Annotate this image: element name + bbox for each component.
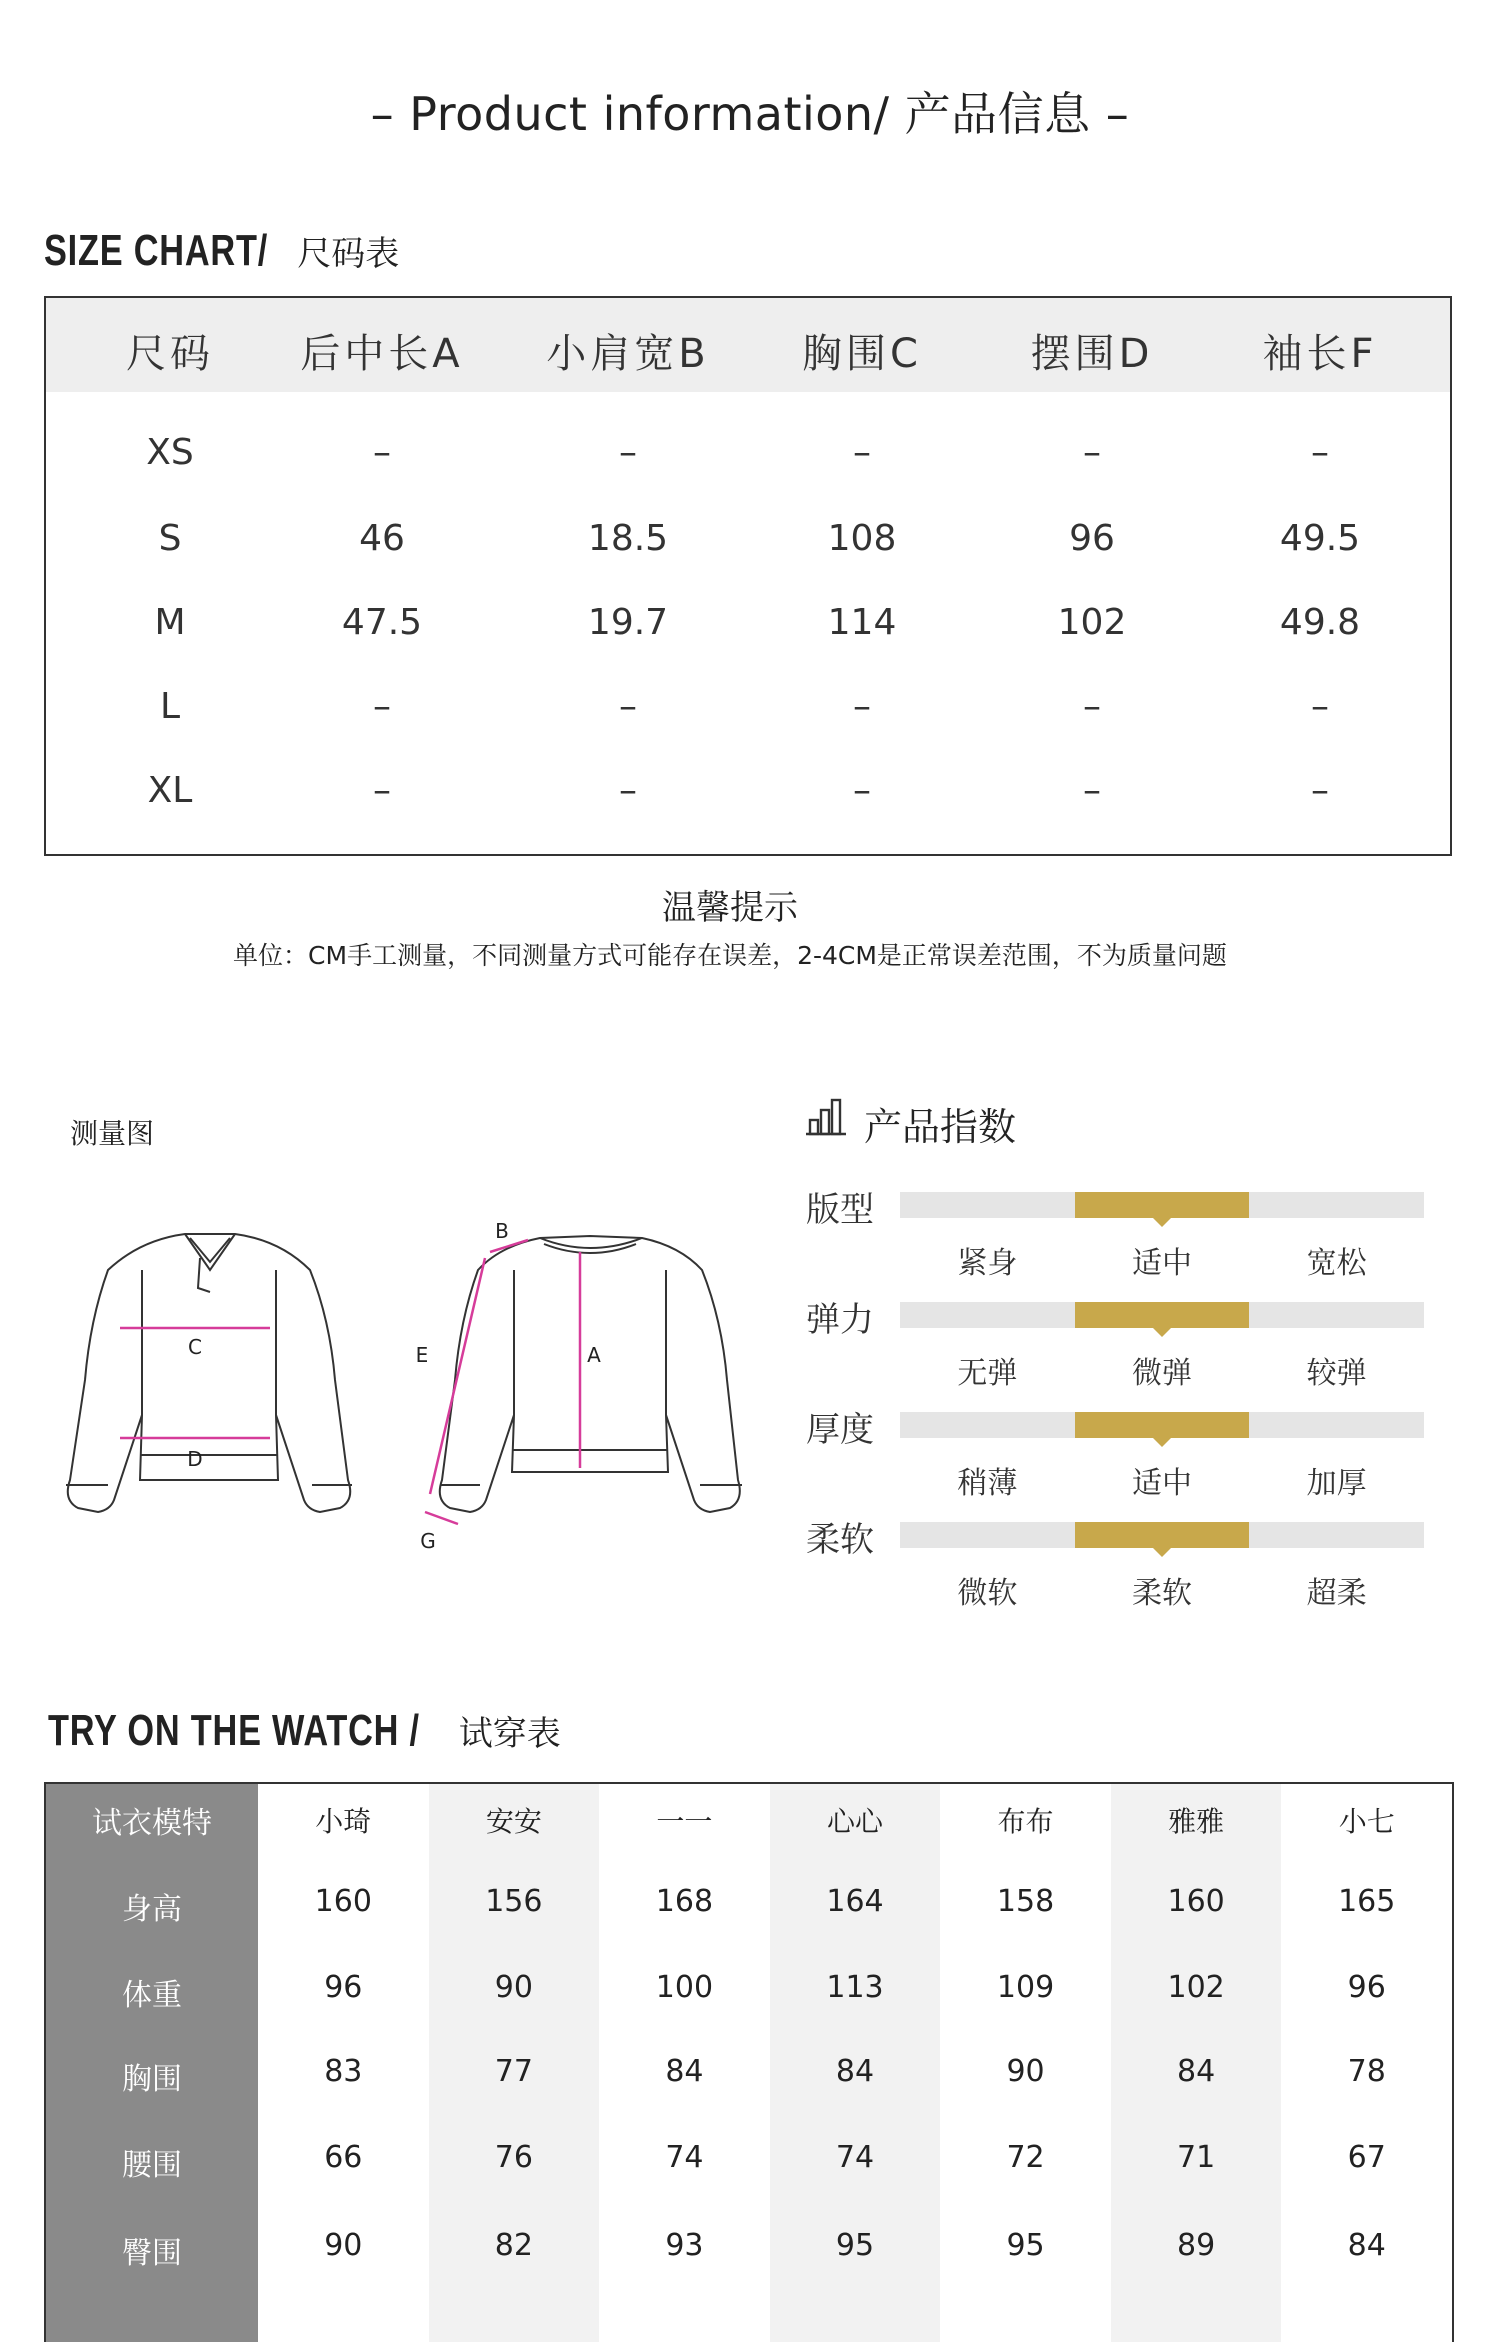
- bar-chart-icon: [804, 1098, 848, 1138]
- try-cell: 82: [494, 2228, 533, 2263]
- back-sweater-drawing: [440, 1236, 742, 1512]
- try-cell: 90: [324, 2228, 363, 2263]
- try-cell: 90: [494, 1970, 533, 2005]
- size-cell: XL: [147, 770, 193, 811]
- try-model-name: 小七: [1338, 1805, 1395, 1838]
- index-option: 微弹: [1132, 1356, 1192, 1391]
- try-on-title-zh: 试穿表: [458, 1715, 561, 1753]
- try-cell: 78: [1347, 2054, 1386, 2089]
- size-cell: –: [1311, 432, 1329, 473]
- try-cell: 160: [314, 1884, 372, 1919]
- index-option: 无弹: [957, 1356, 1018, 1391]
- size-chart-title-en: SIZE CHART/: [44, 226, 269, 275]
- try-cell: 109: [996, 1970, 1055, 2005]
- index-row-label: 柔软: [806, 1520, 874, 1560]
- index-option: 微软: [957, 1576, 1018, 1611]
- front-sweater-drawing: [66, 1234, 352, 1512]
- try-cell: 76: [494, 2140, 533, 2175]
- size-table-header: [46, 298, 1450, 392]
- index-option: 较弹: [1306, 1356, 1367, 1391]
- index-option: 宽松: [1306, 1246, 1367, 1281]
- try-cell: 77: [494, 2054, 533, 2089]
- size-cell: –: [373, 770, 391, 811]
- try-cell: 96: [1347, 1970, 1386, 2005]
- size-cell: 114: [827, 602, 897, 643]
- size-cell: 49.5: [1279, 518, 1361, 559]
- size-cell: –: [853, 770, 871, 811]
- try-cell: 66: [324, 2140, 363, 2175]
- try-cell: 100: [655, 1970, 714, 2005]
- try-cell: 83: [324, 2054, 363, 2089]
- try-row-label: 胸围: [122, 2062, 182, 2097]
- measure-letter-c: C: [188, 1335, 202, 1359]
- size-cell: –: [1311, 686, 1329, 727]
- size-header-2: 小肩宽B: [546, 331, 710, 377]
- size-cell: 19.7: [587, 602, 669, 643]
- size-cell: –: [853, 432, 871, 473]
- index-bar-fill: [1075, 1412, 1250, 1438]
- size-cell: L: [159, 686, 181, 727]
- size-table: [44, 296, 1452, 856]
- try-cell: 74: [665, 2140, 704, 2175]
- try-cell: 113: [826, 1970, 884, 2005]
- size-cell: XS: [146, 432, 194, 473]
- size-cell: –: [619, 686, 637, 727]
- index-bar-fill: [1075, 1522, 1250, 1548]
- size-cell: 49.8: [1279, 602, 1361, 643]
- try-cell: 84: [1347, 2228, 1386, 2263]
- size-cell: –: [1083, 432, 1101, 473]
- size-cell: –: [853, 686, 871, 727]
- measurement-diagram: [30, 1210, 730, 1553]
- size-cell: 18.5: [587, 518, 669, 559]
- measure-letter-g: G: [420, 1529, 436, 1553]
- try-row-label: 腰围: [122, 2148, 182, 2183]
- try-row-label: 身高: [122, 1892, 182, 1927]
- size-cell: 108: [827, 518, 897, 559]
- try-row-label: 体重: [122, 1978, 182, 2013]
- try-cell: 164: [826, 1884, 884, 1919]
- try-cell: 89: [1177, 2228, 1216, 2263]
- index-option: 紧身: [957, 1246, 1018, 1281]
- measure-letter-b: B: [495, 1219, 509, 1243]
- size-header-4: 摆围D: [1030, 331, 1154, 377]
- try-cell: 71: [1177, 2140, 1216, 2175]
- try-model-name: 布布: [997, 1805, 1054, 1838]
- try-cell: 95: [1006, 2228, 1045, 2263]
- index-title: 产品指数: [864, 1105, 1017, 1149]
- size-cell: 46: [359, 518, 405, 559]
- try-on-title: [48, 1706, 561, 1756]
- try-cell: 84: [665, 2054, 704, 2089]
- size-cell: –: [1083, 770, 1101, 811]
- size-cell: 96: [1069, 518, 1115, 559]
- try-on-table: [44, 1782, 1454, 2342]
- measure-label: 测量图: [70, 1117, 155, 1150]
- try-model-name: 一一: [656, 1805, 713, 1838]
- size-header-0: 尺码: [126, 331, 214, 377]
- try-model-name: 心心: [826, 1805, 884, 1838]
- try-cell: 84: [835, 2054, 875, 2089]
- tip-title: 温馨提示: [662, 888, 798, 928]
- size-cell: –: [1311, 770, 1329, 811]
- tip-text: 单位：CM手工测量，不同测量方式可能存在误差，2-4CM是正常误差范围，不为质量问题: [233, 941, 1227, 970]
- try-cell: 95: [835, 2228, 875, 2263]
- size-cell: –: [619, 770, 637, 811]
- index-row-label: 厚度: [806, 1410, 874, 1450]
- index-row-label: 版型: [806, 1190, 874, 1230]
- try-cell: 165: [1338, 1884, 1396, 1919]
- index-option: 加厚: [1306, 1466, 1367, 1501]
- size-header-1: 后中长A: [300, 331, 464, 377]
- index-option: 柔软: [1132, 1576, 1192, 1611]
- size-cell: –: [619, 432, 637, 473]
- measure-letter-d: D: [187, 1447, 203, 1471]
- size-header-5: 袖长F: [1262, 331, 1378, 377]
- size-cell: S: [158, 518, 182, 559]
- size-cell: M: [154, 602, 186, 643]
- try-cell: 102: [1167, 1970, 1225, 2005]
- try-row-label: 试衣模特: [92, 1806, 212, 1841]
- try-cell: 84: [1177, 2054, 1216, 2089]
- size-cell: 47.5: [341, 602, 423, 643]
- try-on-title-en: TRY ON THE WATCH /: [48, 1706, 420, 1755]
- try-cell: 156: [485, 1884, 543, 1919]
- size-chart-title: [44, 226, 399, 276]
- size-cell: –: [373, 432, 391, 473]
- index-bar-pointer: [1153, 1218, 1171, 1227]
- index-row-label: 弹力: [806, 1300, 874, 1340]
- try-model-name: 雅雅: [1168, 1805, 1225, 1838]
- try-cell: 158: [996, 1884, 1055, 1919]
- index-bar-pointer: [1153, 1438, 1171, 1447]
- try-cell: 93: [665, 2228, 704, 2263]
- try-cell: 96: [324, 1970, 363, 2005]
- index-bar-pointer: [1153, 1328, 1171, 1337]
- index-bar-fill: [1075, 1192, 1250, 1218]
- index-bar-pointer: [1153, 1548, 1171, 1557]
- try-row-label: 臀围: [122, 2236, 182, 2271]
- page-title: – Product information/ 产品信息 –: [370, 87, 1130, 141]
- try-model-name: 小琦: [315, 1805, 372, 1838]
- try-cell: 72: [1006, 2140, 1045, 2175]
- try-cell: 90: [1006, 2054, 1045, 2089]
- index-option: 适中: [1132, 1246, 1192, 1281]
- size-cell: –: [373, 686, 391, 727]
- size-header-3: 胸围C: [802, 331, 922, 377]
- try-cell: 160: [1167, 1884, 1225, 1919]
- index-option: 适中: [1132, 1466, 1192, 1501]
- measure-letter-e: E: [415, 1343, 429, 1367]
- try-cell: 67: [1347, 2140, 1386, 2175]
- index-option: 稍薄: [957, 1466, 1018, 1501]
- size-chart-title-zh: 尺码表: [297, 235, 400, 273]
- index-option: 超柔: [1306, 1576, 1367, 1611]
- size-cell: 102: [1057, 602, 1127, 643]
- index-bar-fill: [1075, 1302, 1250, 1328]
- try-model-name: 安安: [485, 1805, 542, 1838]
- size-cell: –: [1083, 686, 1101, 727]
- try-cell: 168: [655, 1884, 714, 1919]
- measure-letter-a: A: [587, 1343, 601, 1367]
- try-cell: 74: [835, 2140, 875, 2175]
